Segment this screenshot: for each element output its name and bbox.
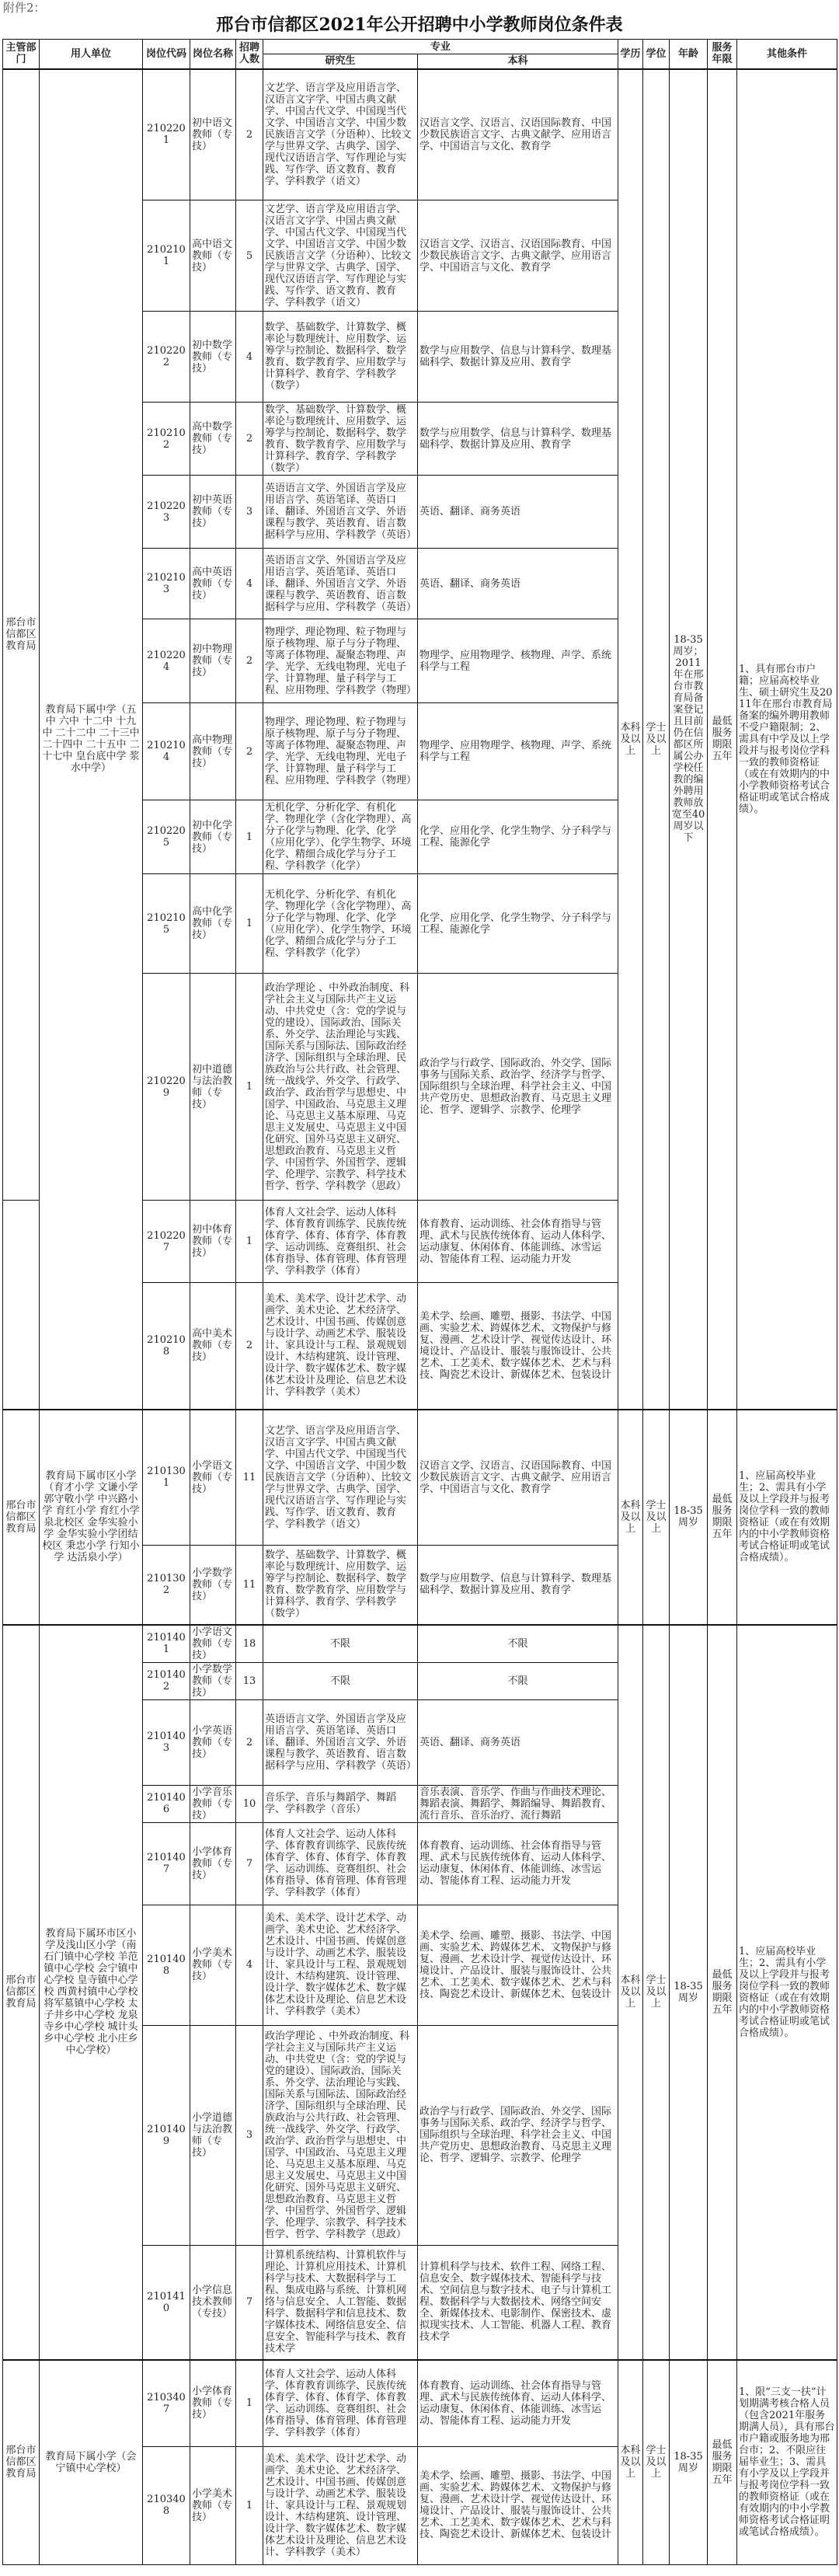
hire-count: 11 (236, 1410, 263, 1546)
hire-count: 18 (236, 1625, 263, 1663)
position-name: 高中数学教师（专技） (190, 403, 236, 476)
major-graduate: 文艺学、语言学及应用语言学、汉语言文字学、中国古典文献学、中国古代文学、中国现当代文学、中国语言文学、中国少数民族语言文学（分语种）、比较文学与世界文学、古典学、国学、现代汉语语言学、写作理论与实践、写作学、语文教育、教育学、学科教学（语文） (263, 1410, 418, 1546)
position-name: 小学数学教师（专技） (190, 1662, 236, 1699)
header-service: 服务年限 (708, 40, 737, 69)
position-name: 小学语文教师（专技） (190, 1625, 236, 1663)
page-title: 邢台市信都区2021年公开招聘中小学教师岗位条件表 (216, 15, 623, 35)
major-undergraduate: 体育教育、运动训练、社会体育指导与管理、武术与民族传统体育、运动人体科学、运动康复、休闲体育、体能训练、冰雪运动、智能体育工程、运动能力开发 (418, 1201, 618, 1283)
position-name: 初中数学教师（专技） (190, 312, 236, 403)
major-graduate: 无机化学、分析化学、有机化学、物理化学（含化学物理）、高分子化学与物理、化学、化学（应用化学）、化学生物学、环境化学、精细合成化学与分子工程、学科教学（化学） (263, 874, 418, 974)
header-code: 岗位代码 (143, 40, 190, 69)
unit-cell: 教育局下属小学（会宁镇中心学校） (40, 2360, 143, 2564)
dept-cell: 邢台市信都区教育局 (3, 1625, 40, 2361)
education-cell: 本科及以上 (618, 1410, 643, 1625)
position-name: 初中物理教师（专技） (190, 619, 236, 703)
unit-cell: 教育局下属市区小学（育才小学 文谦小学 郭守敬小学 中兴路小学 育红小学 育红小学泉北校区 金华实验小学 金华实验小学团结校区 秉忠小学 行知小学 达活泉小学） (40, 1410, 143, 1625)
header-name: 岗位名称 (190, 40, 236, 69)
major-graduate: 美术、美术学、设计艺术学、动画学、美术史论、艺术经济学、艺术设计、中国书画、传媒创意与设计学、动画艺术学、服装设计、家具设计与工程、景观规划设计、木结构建筑、设计管理、设计学、数字媒体艺术、数字媒体艺术设计及理论、信息艺术设计、学科教学（美术） (263, 2446, 418, 2564)
major-undergraduate: 英语、翻译、商务英语 (418, 549, 618, 619)
attachment-label: 附件2： (3, 1, 46, 15)
position-code: 2101407 (143, 1822, 190, 1905)
position-code: 2103407 (143, 2360, 190, 2446)
header-other: 其他条件 (737, 40, 837, 69)
position-name: 高中物理教师（专技） (190, 703, 236, 800)
major-undergraduate: 汉语言文学、汉语言、汉语国际教育、中国少数民族语言文字、古典文献学、应用语言学、中国语言与文化、教育学 (418, 69, 618, 200)
major-undergraduate: 美术学、绘画、雕塑、摄影、书法学、中国画、实验艺术、跨媒体艺术、文物保护与修复、漫画、艺术设计学、视觉传达设计、环境设计、产品设计、服装与服饰设计、公共艺术、工艺美术、数字媒体艺术、艺术与科技、陶瓷艺术设计、新媒体艺术、包装设计 (418, 1283, 618, 1410)
major-undergraduate: 英语、翻译、商务英语 (418, 1699, 618, 1785)
position-name: 高中英语教师（专技） (190, 549, 236, 619)
position-name: 初中英语教师（专技） (190, 476, 236, 549)
table-row (3, 69, 837, 200)
position-code: 2101406 (143, 1785, 190, 1822)
hire-count: 5 (236, 200, 263, 312)
hire-count: 2 (236, 703, 263, 800)
hire-count: 4 (236, 1905, 263, 2025)
age-cell: 18-35周岁；2011年在邢台市教育局备案登记且目前仍在信都区所属公办学校任教的编外聘用教师放宽至40周岁以下 (670, 69, 708, 1410)
hire-count: 2 (236, 69, 263, 200)
service-years-cell: 最低服务期限五年 (708, 2360, 737, 2564)
major-graduate: 物理学、理论物理、粒子物理与原子核物理、原子与分子物理、等离子体物理、凝聚态物理、声学、光学、无线电物理、光电子学、计算物理、量子科学与工程、应用物理、学科教学（物理） (263, 703, 418, 800)
hire-count: 2 (236, 1699, 263, 1785)
major-graduate: 无机化学、分析化学、有机化学、物理化学（含化学物理）、高分子化学与物理、化学、化学（应用化学）、化学生物学、环境化学、精细合成化学与分子工程、学科教学（化学） (263, 800, 418, 874)
hire-count: 1 (236, 800, 263, 874)
header-unit: 用人单位 (40, 40, 143, 69)
major-graduate: 数学、基础数学、计算数学、概率论与数理统计、应用数学、运筹学与控制论、数据科学、数学教育、数学教育学、应用数学与计算科学、教育学、学科教学（数学） (263, 312, 418, 403)
position-name: 小学美术教师（专技） (190, 1905, 236, 2025)
major-undergraduate: 不限 (418, 1625, 618, 1663)
hire-count: 1 (236, 2446, 263, 2564)
dept-cell: 邢台市信都区教育局 (3, 2360, 40, 2564)
degree-cell: 学士及以上 (643, 2360, 670, 2564)
major-undergraduate: 英语、翻译、商务英语 (418, 476, 618, 549)
education-cell: 本科及以上 (618, 69, 643, 1410)
major-graduate: 体育人文社会学、运动人体科学、体育教育训练学、民族传统体育学、体育、体育学、体育教学、运动训练、竞赛组织、社会体育指导、体育管理、体育管理学、学科教学（体育） (263, 1201, 418, 1283)
major-graduate: 物理学、理论物理、粒子物理与原子核物理、原子与分子物理、等离子体物理、凝聚态物理、声学、光学、无线电物理、光电子学、计算物理、量子科学与工程、应用物理、学科教学（物理） (263, 619, 418, 703)
major-graduate: 体育人文社会学、运动人体科学、体育教育训练学、民族传统体育学、体育、体育学、体育教学、运动训练、竞赛组织、社会体育指导、体育管理、体育管理学、学科教学（体育） (263, 1822, 418, 1905)
hire-count: 1 (236, 2360, 263, 2446)
major-graduate: 数学、基础数学、计算数学、概率论与数理统计、应用数学、运筹学与控制论、数据科学、数学教育、数学教育学、应用数学与计算科学、教育学、学科教学（数学） (263, 403, 418, 476)
header-edu: 学历 (618, 40, 643, 69)
position-code: 2101403 (143, 1699, 190, 1785)
table-row (3, 1625, 837, 1663)
major-undergraduate: 美术学、绘画、雕塑、摄影、书法学、中国画、实验艺术、跨媒体艺术、文物保护与修复、漫画、艺术设计学、视觉传达设计、环境设计、产品设计、服装与服饰设计、公共艺术、工艺美术、数字媒体艺术、艺术与科技、陶瓷艺术设计、新媒体艺术、包装设计 (418, 2446, 618, 2564)
major-undergraduate: 数学与应用数学、信息与计算科学、数理基础科学、数据计算及应用、教育学 (418, 403, 618, 476)
hire-count: 3 (236, 476, 263, 549)
position-code: 2103408 (143, 2446, 190, 2564)
hire-count: 4 (236, 312, 263, 403)
position-name: 初中语文教师（专技） (190, 69, 236, 200)
position-name: 初中体育教师（专技） (190, 1201, 236, 1283)
position-code: 2102102 (143, 403, 190, 476)
hire-count: 1 (236, 974, 263, 1201)
major-graduate: 英语语言文学、外国语言学及应用语言学、英语笔译、英语口译、翻译、外国语言文学、外语课程与教学、英语教育、语言数据科学与应用、学科教学（英语） (263, 1699, 418, 1785)
position-name: 小学数学教师（专技） (190, 1546, 236, 1625)
position-code: 2102207 (143, 1201, 190, 1283)
hire-count: 13 (236, 1662, 263, 1699)
education-cell: 本科及以上 (618, 2360, 643, 2564)
degree-cell: 学士及以上 (643, 1625, 670, 2361)
hire-count: 3 (236, 2025, 263, 2245)
hire-count: 10 (236, 1785, 263, 1822)
other-conditions-cell: 1、应届高校毕业生；2、需具有小学及以上学段并与报考岗位学科一致的教师资格证（或在有效期内的中小学教师资格考试合格证明或笔试合格成绩）。 (737, 1625, 837, 2361)
age-cell: 18-35周岁 (670, 2360, 708, 2564)
table-row (3, 2360, 837, 2446)
other-conditions-cell: 1、具有邢台市户籍；应届高校毕业生、硕士研究生及2011年在邢台市教育局备案的编外聘用教师不受户籍限制；2、需具有中学及以上学段并与报考岗位学科一致的教师资格证（或在有效期内的中小学教师资格考试合格证明或笔试合格成绩）。 (737, 69, 837, 1410)
major-undergraduate: 化学、应用化学、化学生物学、分子科学与工程、能源化学 (418, 874, 618, 974)
dept-cell-empty (3, 1201, 40, 1410)
service-years-cell: 最低服务期限五年 (708, 1625, 737, 2361)
position-code: 2102105 (143, 874, 190, 974)
recruitment-table (2, 39, 837, 2565)
major-undergraduate: 政治学与行政学、国际政治、外交学、国际事务与国际关系、政治学、经济学与哲学、国际组织与全球治理、科学社会主义、中国共产党历史、思想政治教育、马克思主义理论、哲学、逻辑学、宗教学、伦理学 (418, 2025, 618, 2245)
position-name: 高中语文教师（专技） (190, 200, 236, 312)
major-graduate: 英语语言文学、外国语言学及应用语言学、英语笔译、英语口译、翻译、外国语言文学、外语课程与教学、英语教育、语言数据科学与应用、学科教学（英语） (263, 549, 418, 619)
position-name: 小学体育教师（专技） (190, 2360, 236, 2446)
header-ug: 本科 (418, 54, 618, 69)
major-undergraduate: 美术学、绘画、雕塑、摄影、书法学、中国画、实验艺术、跨媒体艺术、文物保护与修复、漫画、艺术设计学、视觉传达设计、环境设计、产品设计、服装与服饰设计、公共艺术、工艺美术、数字媒体艺术、艺术与科技、陶瓷艺术设计、新媒体艺术、包装设计 (418, 1905, 618, 2025)
major-graduate: 英语语言文学、外国语言学及应用语言学、英语笔译、英语口译、翻译、外国语言文学、外语课程与教学、英语教育、语言数据科学与应用、学科教学（英语） (263, 476, 418, 549)
other-conditions-cell: 1、限“三支一扶”计划期满考核合格人员（包含2021年服务期满人员），具有邢台市户籍或服务地为邢台市；2、不限应往届毕业生；3、需具有小学及以上学段并与报考岗位学科一致的教师资格证（或在有效期内的中小学教师资格考试合格证明或笔试合格成绩）。 (737, 2360, 837, 2564)
degree-cell: 学士及以上 (643, 69, 670, 1410)
header-count: 招聘人数 (236, 40, 263, 69)
position-name: 初中化学教师（专技） (190, 800, 236, 874)
major-graduate: 不限 (263, 1625, 418, 1663)
hire-count: 2 (236, 1283, 263, 1410)
hire-count: 7 (236, 2245, 263, 2360)
major-undergraduate: 计算机科学与技术、软件工程、网络工程、信息安全、数字媒体技术、智能科学与技术、空间信息与数字技术、电子与计算机工程、数据科学与大数据技术、网络空间安全、新媒体技术、电影制作、保密技术、虚拟现实技术、人工智能、机器人工程、教育技术学 (418, 2245, 618, 2360)
position-name: 小学信息技术教师（专技） (190, 2245, 236, 2360)
major-graduate: 文艺学、语言学及应用语言学、汉语言文字学、中国古典文献学、中国古代文学、中国现当代文学、中国语言文学、中国少数民族语言文学（分语种）、比较文学与世界文学、古典学、国学、现代汉语语言学、写作理论与实践、写作学、语文教育、教育学、学科教学（语文） (263, 69, 418, 200)
position-code: 2102209 (143, 974, 190, 1201)
major-undergraduate: 政治学与行政学、国际政治、外交学、国际事务与国际关系、政治学、经济学与哲学、国际组织与全球治理、科学社会主义、中国共产党历史、思想政治教育、马克思主义理论、哲学、逻辑学、宗教学、伦理学 (418, 974, 618, 1201)
hire-count: 7 (236, 1822, 263, 1905)
major-graduate: 不限 (263, 1662, 418, 1699)
position-code: 2101301 (143, 1410, 190, 1546)
major-undergraduate: 体育教育、运动训练、社会体育指导与管理、武术与民族传统体育、运动人体科学、运动康复、休闲体育、体能训练、冰雪运动、智能体育工程、运动能力开发 (418, 1822, 618, 1905)
major-undergraduate: 汉语言文学、汉语言、汉语国际教育、中国少数民族语言文字、古典文献学、应用语言学、中国语言与文化、教育学 (418, 200, 618, 312)
position-code: 2102103 (143, 549, 190, 619)
position-name: 小学体育教师（专技） (190, 1822, 236, 1905)
major-undergraduate: 体育教育、运动训练、社会体育指导与管理、武术与民族传统体育、运动人体科学、运动康复、休闲体育、体能训练、冰雪运动、智能体育工程、运动能力开发 (418, 2360, 618, 2446)
major-graduate: 计算机系统结构、计算机软件与理论、计算机应用技术、计算机科学与技术、大数据科学与工程、集成电路与系统、计算机网络与信息安全、人工智能、数据科学、数据科学和信息技术、数字媒体技术、网络信息安全、信息安全、智能科学与技术、教育技术学 (263, 2245, 418, 2360)
table-row (3, 1410, 837, 1546)
position-name: 小学道德与法治教师（专技） (190, 2025, 236, 2245)
major-graduate: 体育人文社会学、运动人体科学、体育教育训练学、民族传统体育学、体育、体育学、体育教学、运动训练、竞赛组织、社会体育指导、体育管理、体育管理学、学科教学（体育） (263, 2360, 418, 2446)
major-undergraduate: 物理学、应用物理学、核物理、声学、系统科学与工程 (418, 619, 618, 703)
position-name: 高中美术教师（专技） (190, 1283, 236, 1410)
hire-count: 1 (236, 874, 263, 974)
header-dept: 主管部门 (3, 40, 40, 69)
header-age: 年龄 (670, 40, 708, 69)
major-undergraduate: 数学与应用数学、信息与计算科学、数理基础科学、数据计算及应用、教育学 (418, 312, 618, 403)
hire-count: 4 (236, 549, 263, 619)
major-graduate: 数学、基础数学、计算数学、概率论与数理统计、应用数学、运筹学与控制论、数据科学、数学教育、数学教育学、应用数学与计算科学、教育学、学科教学（数学） (263, 1546, 418, 1625)
service-years-cell: 最低服务期限五年 (708, 1410, 737, 1625)
major-undergraduate: 数学与应用数学、信息与计算科学、数理基础科学、数据计算及应用、教育学 (418, 1546, 618, 1625)
hire-count: 1 (236, 1201, 263, 1283)
header-degree: 学位 (643, 40, 670, 69)
position-code: 2102204 (143, 619, 190, 703)
position-code: 2101410 (143, 2245, 190, 2360)
service-years-cell: 最低服务期限五年 (708, 69, 737, 1410)
dept-cell: 邢台市信都区教育局 (3, 69, 40, 1201)
age-cell: 18-35周岁 (670, 1410, 708, 1625)
position-code: 2102104 (143, 703, 190, 800)
position-code: 2101302 (143, 1546, 190, 1625)
position-code: 2101408 (143, 1905, 190, 2025)
position-name: 小学音乐教师（专技） (190, 1785, 236, 1822)
hire-count: 2 (236, 619, 263, 703)
hire-count: 2 (236, 403, 263, 476)
position-code: 2102203 (143, 476, 190, 549)
major-undergraduate: 化学、应用化学、化学生物学、分子科学与工程、能源化学 (418, 800, 618, 874)
major-undergraduate: 汉语言文学、汉语言、汉语国际教育、中国少数民族语言文字、古典文献学、应用语言学、中国语言与文化、教育学 (418, 1410, 618, 1546)
major-undergraduate: 音乐表演、音乐学、作曲与作曲技术理论、舞蹈表演、舞蹈学、舞蹈编导、舞蹈教育、流行音乐、音乐治疗、流行舞蹈 (418, 1785, 618, 1822)
position-name: 高中化学教师（专技） (190, 874, 236, 974)
dept-cell: 邢台市信都区教育局 (3, 1410, 40, 1625)
position-code: 2102108 (143, 1283, 190, 1410)
position-name: 初中道德与法治教师（专技） (190, 974, 236, 1201)
position-name: 小学美术教师（专技） (190, 2446, 236, 2564)
position-name: 小学英语教师（专技） (190, 1699, 236, 1785)
hire-count: 11 (236, 1546, 263, 1625)
education-cell: 本科及以上 (618, 1625, 643, 2361)
degree-cell: 学士及以上 (643, 1410, 670, 1625)
position-code: 2102201 (143, 69, 190, 200)
major-graduate: 政治学理论 、中外政治制度、科学社会主义与国际共产主义运动、中共党史（含：党的学说与党的建设）、国际政治、国际关系、外交学、法治理论与实践、国际关系与国际法、国际政治经济学、国际组织与全球治理、民族政治与公共行政、社会管理、统一战线学、外交学、行政学、政治学、政治哲学与思想史、中国学、中国政治、马克思主义理论、马克思主义基本原理、马克思主义发展史、马克思主义中国化研究、国外马克思主义研究、思想政治教育、马克思主义哲学、中国哲学、外国哲学、逻辑学、伦理学、宗教学、科学技术哲学、哲学、学科教学（思政） (263, 974, 418, 1201)
header-grad: 研究生 (263, 54, 418, 69)
header-major: 专业 (263, 40, 618, 54)
unit-cell: 教育局下属环市区小学及浅山区小学（南石门镇中心学校 羊范镇中心学校 会宁镇中心学校 皇寺镇中心学校 西黄村镇中心学校 将军墓镇中心学校 太子井乡中心学校 龙泉寺乡中心学校 城计头乡中心学校 北小庄乡中心学校） (40, 1625, 143, 2361)
age-cell: 18-35周岁 (670, 1625, 708, 2361)
unit-cell: 教育局下属中学（五中 六中 十二中 十九中 二十二中 二十三中 二十四中 二十五中 二十七中 皇台底中学 浆水中学） (40, 69, 143, 1410)
position-name: 小学语文教师（专技） (190, 1410, 236, 1546)
position-code: 2102101 (143, 200, 190, 312)
major-graduate: 政治学理论 、中外政治制度、科学社会主义与国际共产主义运动、中共党史（含：党的学说与党的建设）、国际政治、国际关系、外交学、法治理论与实践、国际关系与国际法、国际政治经济学、国际组织与全球治理、民族政治与公共行政、社会管理、统一战线学、外交学、行政学、政治学、政治哲学与思想史、中国学、中国政治、马克思主义理论、马克思主义基本原理、马克思主义发展史、马克思主义中国化研究、国外马克思主义研究、思想政治教育、马克思主义哲学、中国哲学、外国哲学、逻辑学、伦理学、宗教学、科学技术哲学、哲学、学科教学（思政） (263, 2025, 418, 2245)
major-graduate: 文艺学、语言学及应用语言学、汉语言文字学、中国古典文献学、中国古代文学、中国现当代文学、中国语言文学、中国少数民族语言文学（分语种）、比较文学与世界文学、古典学、国学、现代汉语语言学、写作理论与实践、写作学、语文教育、教育学、学科教学（语文） (263, 200, 418, 312)
position-code: 2101402 (143, 1662, 190, 1699)
major-undergraduate: 不限 (418, 1662, 618, 1699)
position-code: 2102202 (143, 312, 190, 403)
major-graduate: 美术、美术学、设计艺术学、动画学、美术史论、艺术经济学、艺术设计、中国书画、传媒创意与设计学、动画艺术学、服装设计、家具设计与工程、景观规划设计、木结构建筑、设计管理、设计学、数字媒体艺术、数字媒体艺术设计及理论、信息艺术设计、学科教学（美术） (263, 1905, 418, 2025)
position-code: 2101409 (143, 2025, 190, 2245)
position-code: 2102205 (143, 800, 190, 874)
position-code: 2101401 (143, 1625, 190, 1663)
major-graduate: 音乐学、音乐与舞蹈学、舞蹈学、学科教学（音乐） (263, 1785, 418, 1822)
other-conditions-cell: 1、应届高校毕业生；2、需具有小学及以上学段并与报考岗位学科一致的教师资格证（或在有效期内的中小学教师资格考试合格证明或笔试合格成绩）。 (737, 1410, 837, 1625)
major-graduate: 美术、美术学、设计艺术学、动画学、美术史论、艺术经济学、艺术设计、中国书画、传媒创意与设计学、动画艺术学、服装设计、家具设计与工程、景观规划设计、木结构建筑、设计管理、设计学、数字媒体艺术、数字媒体艺术设计及理论、信息艺术设计、学科教学（美术） (263, 1283, 418, 1410)
major-undergraduate: 物理学、应用物理学、核物理、声学、系统科学与工程 (418, 703, 618, 800)
